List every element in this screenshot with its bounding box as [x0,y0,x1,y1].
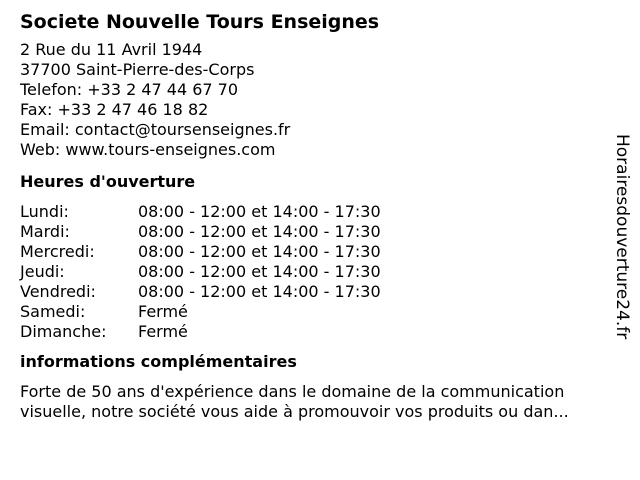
phone-number: Telefon: +33 2 47 44 67 70 [20,80,239,99]
fax-number: Fax: +33 2 47 46 18 82 [20,100,209,119]
day-hours: 08:00 - 12:00 et 14:00 - 17:30 [138,222,381,241]
day-hours: 08:00 - 12:00 et 14:00 - 17:30 [138,262,381,281]
day-label: Samedi: [20,302,86,321]
hours-row-saturday [20,302,610,322]
address-line-2: 37700 Saint-Pierre-des-Corps [20,60,255,79]
address-line-1: 2 Rue du 11 Avril 1944 [20,40,203,59]
day-hours: 08:00 - 12:00 et 14:00 - 17:30 [138,242,381,261]
business-card [20,10,610,422]
hours-table [20,202,610,342]
day-label: Mardi: [20,222,70,241]
day-hours: 08:00 - 12:00 et 14:00 - 17:30 [138,202,381,221]
email-address: Email: contact@toursenseignes.fr [20,120,291,139]
day-label: Dimanche: [20,322,107,341]
info-heading: informations complémentaires [20,352,297,371]
hours-heading: Heures d'ouverture [20,172,196,191]
day-label: Vendredi: [20,282,96,301]
day-hours: Fermé [138,322,188,341]
day-hours: Fermé [138,302,188,321]
day-label: Jeudi: [20,262,65,281]
day-hours: 08:00 - 12:00 et 14:00 - 17:30 [138,282,381,301]
hours-row-sunday [20,322,610,342]
website-address: Web: www.tours-enseignes.com [20,140,276,159]
hours-row-monday [20,202,610,222]
day-label: Mercredi: [20,242,95,261]
hours-row-wednesday [20,242,610,262]
day-label: Lundi: [20,202,69,221]
hours-row-tuesday [20,222,610,242]
info-description: Forte de 50 ans d'expérience dans le domaine de la communication visuelle, notre société vous aide à promouvoir vos produits ou dan... [20,382,569,421]
hours-row-friday [20,282,610,302]
hours-row-thursday [20,262,610,282]
business-name: Societe Nouvelle Tours Enseignes [20,11,380,33]
site-watermark: Horairesdouverture24.fr [612,134,632,340]
